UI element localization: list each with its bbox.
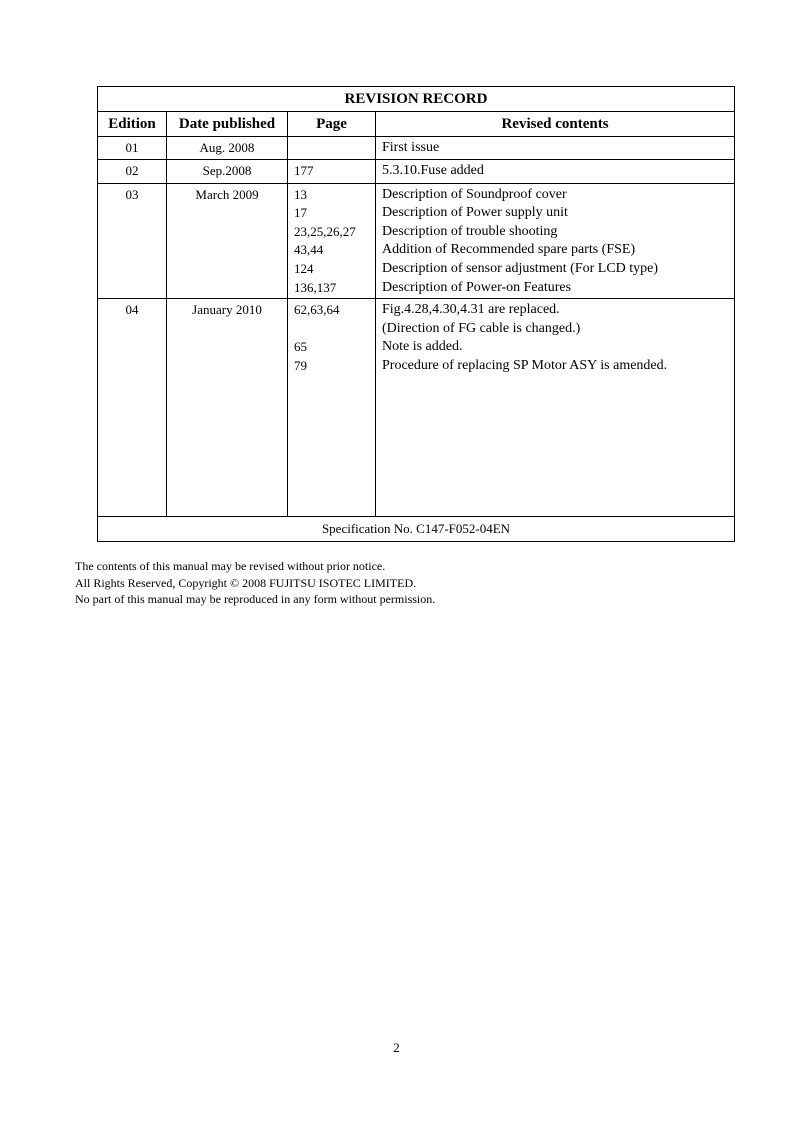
table-row — [98, 299, 735, 517]
page-ref: 23,25,26,27 — [294, 223, 356, 239]
revision-text: 5.3.10.Fuse added — [382, 162, 484, 178]
table-row — [98, 159, 735, 183]
revision-text: First issue — [382, 140, 440, 155]
revision-text: Description of Soundproof cover — [382, 186, 567, 202]
date-value: March 2009 — [195, 186, 259, 202]
page-ref: 177 — [294, 162, 314, 178]
page-ref: 124 — [294, 260, 314, 276]
revision-text: Addition of Recommended spare parts (FSE) — [382, 242, 636, 258]
copyright-notes — [75, 558, 435, 608]
edition-cell — [98, 159, 167, 183]
edition-cell — [98, 183, 167, 299]
header-revised-contents: Revised contents — [376, 112, 735, 137]
header-date-published: Date published — [167, 112, 288, 137]
page-ref — [294, 320, 375, 339]
revision-text: Description of trouble shooting — [382, 223, 558, 239]
revision-text: Description of sensor adjustment (For LCD type) — [382, 260, 659, 276]
page-ref: 62,63,64 — [294, 302, 340, 318]
table-row — [98, 183, 735, 299]
reproduction-line: No part of this manual may be reproduced in any form without permission. — [75, 592, 436, 606]
page-number: 2 — [393, 1040, 400, 1055]
date-cell — [167, 299, 288, 517]
page-cell — [288, 299, 376, 517]
revision-text: (Direction of FG cable is changed.) — [382, 320, 581, 336]
header-page: Page — [288, 112, 376, 137]
edition-value: 03 — [125, 186, 139, 202]
revised-contents-cell — [376, 137, 735, 160]
date-cell — [167, 159, 288, 183]
page-cell — [288, 159, 376, 183]
edition-value: 04 — [125, 302, 139, 318]
page-ref: 43,44 — [294, 242, 324, 258]
revision-record-table — [97, 86, 735, 542]
revision-text: Description of Power-on Features — [382, 279, 572, 295]
edition-value: 02 — [125, 162, 139, 178]
page-ref: 17 — [294, 205, 307, 221]
page-ref: 65 — [294, 339, 307, 355]
edition-cell — [98, 137, 167, 160]
date-value: January 2010 — [192, 302, 262, 318]
edition-cell — [98, 299, 167, 517]
revision-rows — [98, 137, 735, 517]
notice-line: The contents of this manual may be revised without prior notice. — [75, 559, 386, 573]
page-cell — [288, 137, 376, 160]
edition-value: 01 — [125, 140, 139, 155]
page-ref — [294, 139, 375, 158]
page-ref: 79 — [294, 357, 307, 373]
copyright-line: All Rights Reserved, Copyright © 2008 FUJITSU ISOTEC LIMITED. — [75, 575, 417, 590]
table-row — [98, 137, 735, 160]
revision-text: Note is added. — [382, 339, 463, 355]
date-cell — [167, 183, 288, 299]
revision-text: Description of Power supply unit — [382, 205, 568, 221]
page-ref: 13 — [294, 186, 307, 202]
specification-number: Specification No. C147-F052-04EN — [98, 517, 735, 542]
page-ref: 136,137 — [294, 279, 337, 295]
revised-contents-cell — [376, 183, 735, 299]
revision-text: Fig.4.28,4.30,4.31 are replaced. — [382, 302, 560, 318]
revision-text: Procedure of replacing SP Motor ASY is amended. — [382, 357, 668, 373]
table-title: REVISION RECORD — [98, 87, 735, 112]
revised-contents-cell — [376, 159, 735, 183]
date-value: Aug. 2008 — [199, 140, 255, 155]
revised-contents-cell — [376, 299, 735, 517]
header-edition: Edition — [98, 112, 167, 137]
date-cell — [167, 137, 288, 160]
page-cell — [288, 183, 376, 299]
date-value: Sep.2008 — [202, 162, 252, 178]
